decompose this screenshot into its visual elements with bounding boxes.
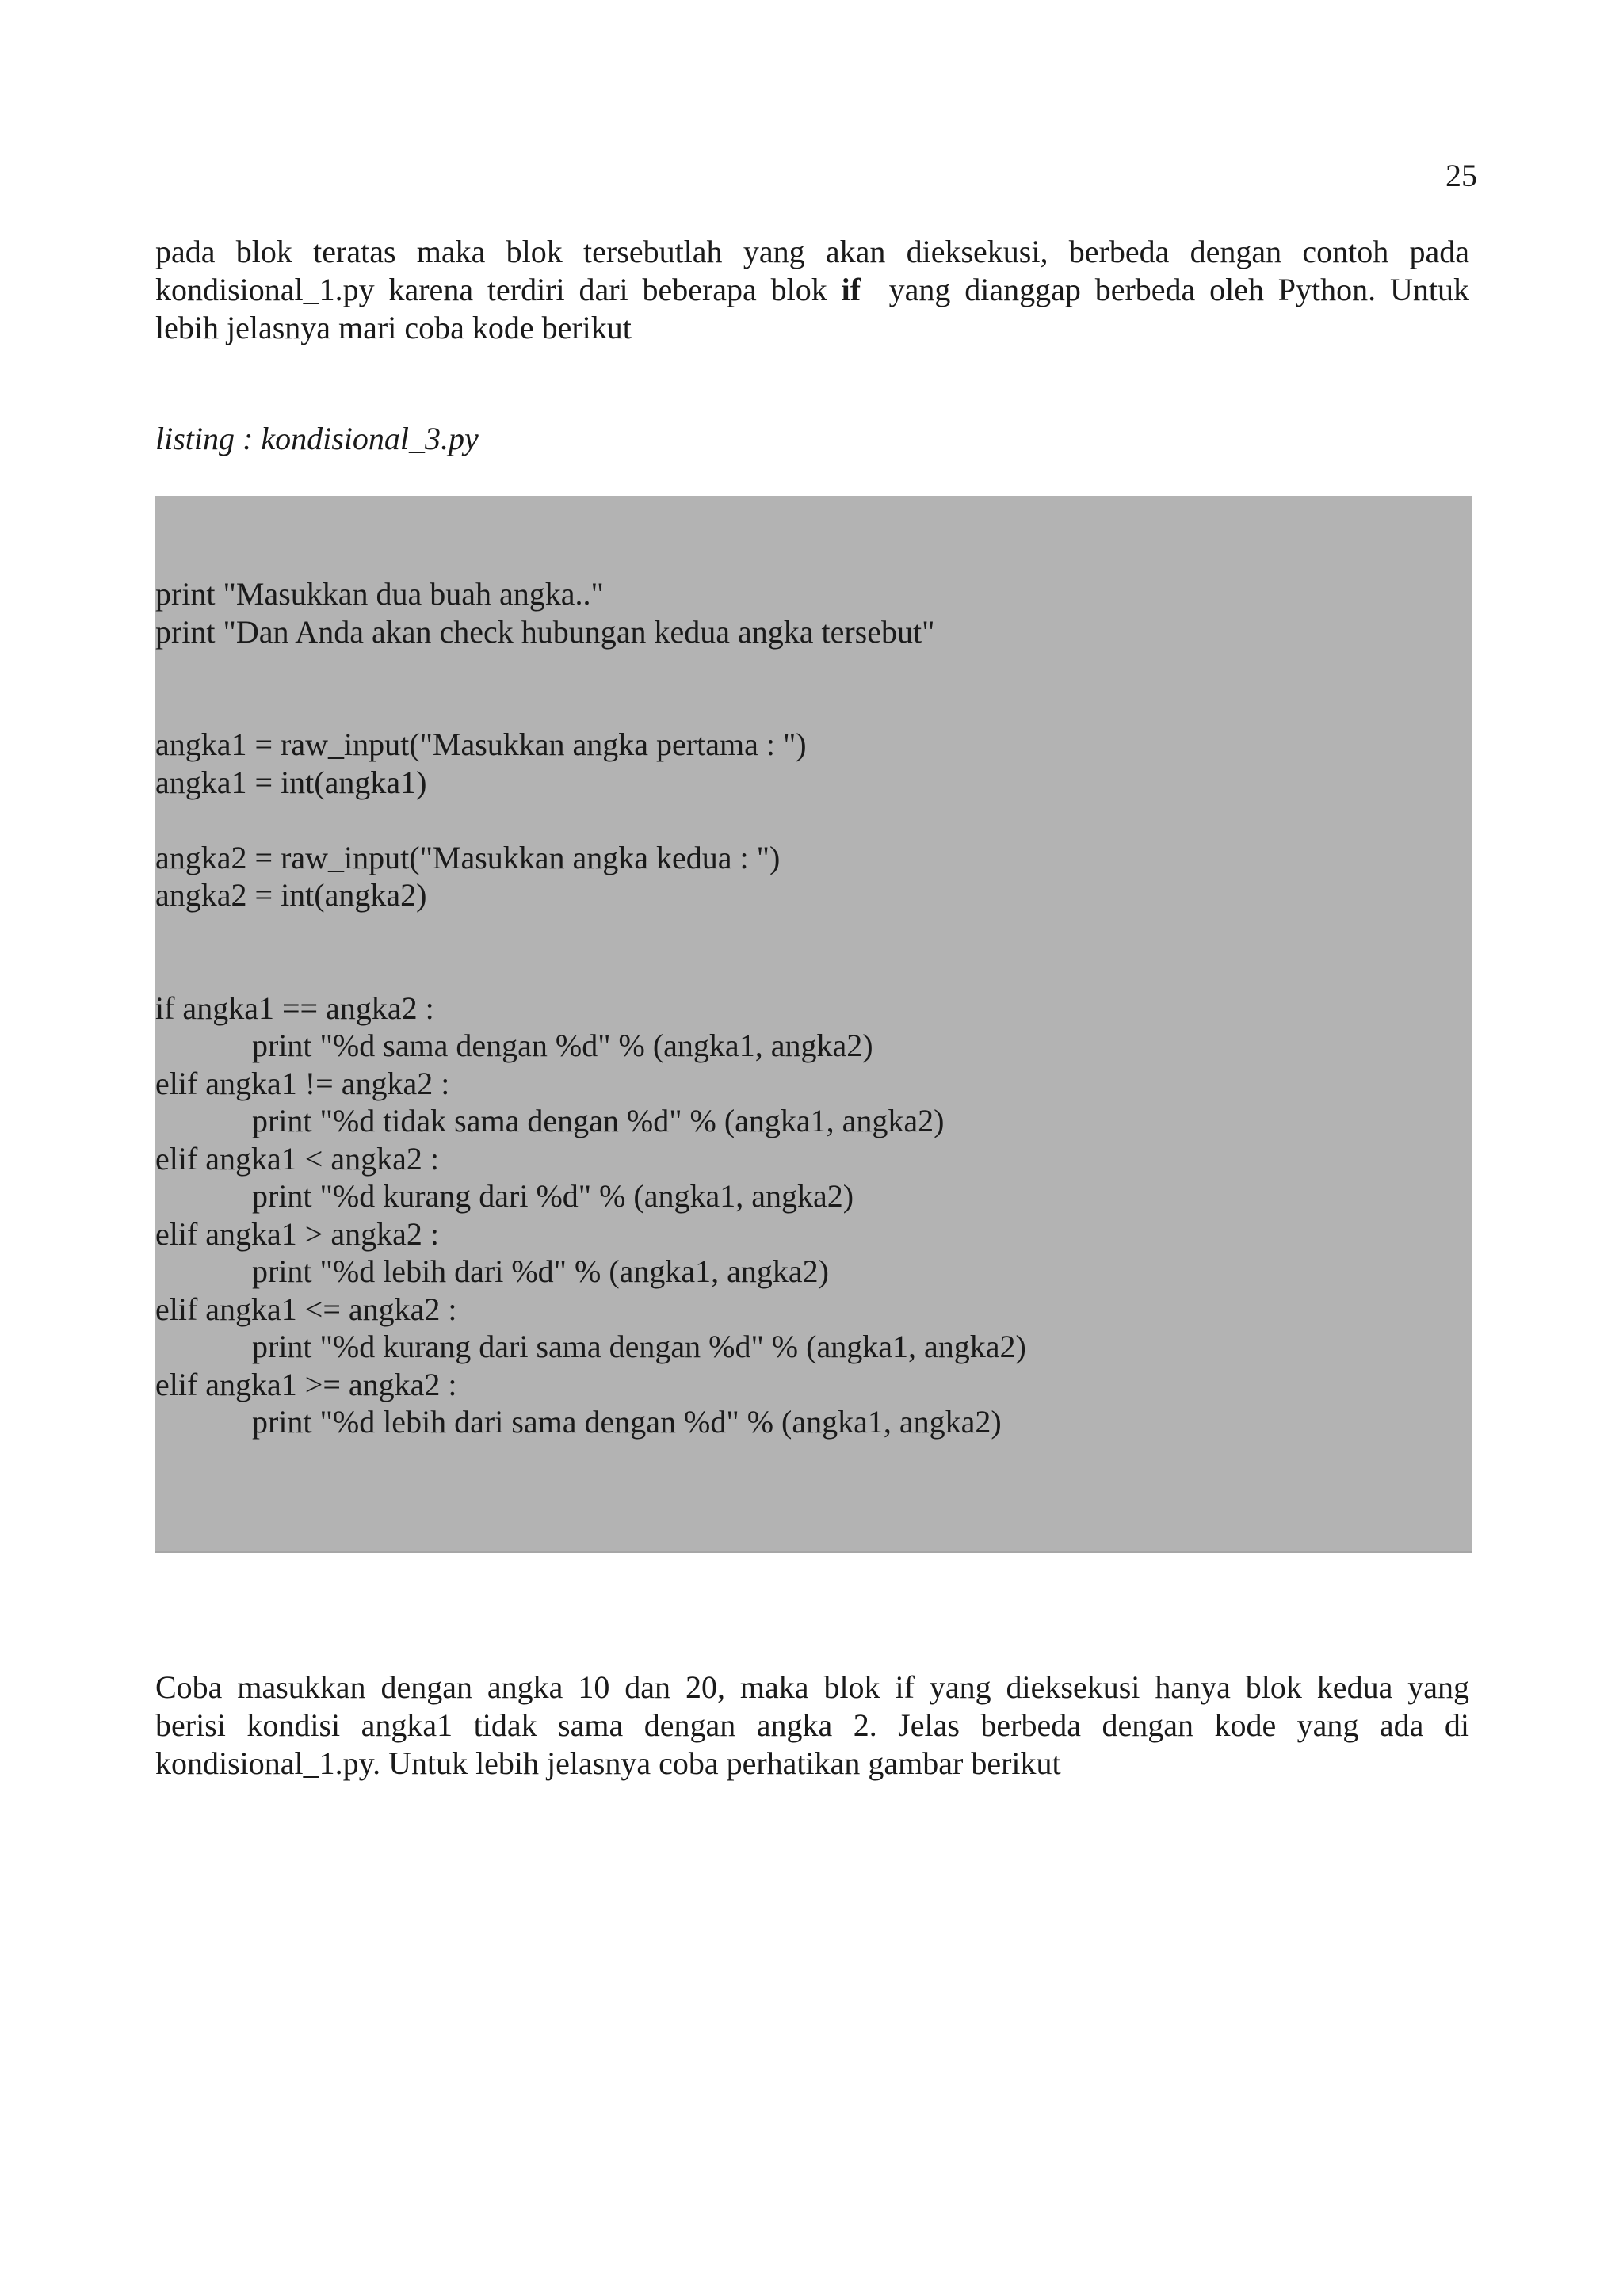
code-line	[155, 801, 1026, 839]
code-line: if angka1 == angka2 :	[155, 990, 434, 1026]
explanation-line-2: berisi kondisi angka1 tidak sama dengan angka 2. Jelas berbeda dengan kode yang ada di	[155, 1707, 1469, 1743]
intro-paragraph	[155, 233, 1469, 347]
code-line: angka2 = raw_input("Masukkan angka kedua : ")	[155, 839, 781, 875]
code-line: elif angka1 != angka2 :	[155, 1065, 450, 1101]
code-line: print "%d lebih dari sama dengan %d" % (angka1, angka2)	[252, 1404, 1002, 1440]
code-line: elif angka1 < angka2 :	[155, 1140, 439, 1177]
code-line: print "%d kurang dari sama dengan %d" % (angka1, angka2)	[252, 1329, 1026, 1364]
page-number: 25	[1445, 158, 1477, 193]
explanation-paragraph	[155, 1669, 1469, 1783]
keyword-if: if	[841, 272, 861, 307]
code-line: elif angka1 <= angka2 :	[155, 1291, 457, 1327]
code-line: elif angka1 >= angka2 :	[155, 1366, 457, 1402]
code-line: print "%d tidak sama dengan %d" % (angka1, angka2)	[252, 1103, 945, 1138]
code-line: elif angka1 > angka2 :	[155, 1215, 439, 1252]
code-line: angka1 = raw_input("Masukkan angka pertama : ")	[155, 727, 807, 762]
code-line: print "%d kurang dari %d" % (angka1, angka2)	[252, 1178, 854, 1214]
code-listing-box	[155, 496, 1472, 1553]
intro-line-1: pada blok teratas maka blok tersebutlah yang akan dieksekusi, berbeda dengan contoh pada	[155, 234, 1469, 269]
code-line: print "Dan Anda akan check hubungan kedua angka tersebut"	[155, 613, 935, 650]
explanation-line-1: Coba masukkan dengan angka 10 dan 20, maka blok if yang dieksekusi hanya blok kedua yang	[155, 1669, 1469, 1705]
intro-line-2-after: yang dianggap berbeda oleh Python. Untuk	[861, 272, 1469, 307]
explanation-line-3: kondisional_1.py. Untuk lebih jelasnya coba perhatikan gambar berikut	[155, 1745, 1061, 1781]
code-line	[155, 952, 1026, 990]
code-line: angka1 = int(angka1)	[155, 764, 427, 800]
intro-line-2	[155, 271, 1469, 309]
code-line: print "%d lebih dari %d" % (angka1, angka2)	[252, 1253, 829, 1289]
code-line: angka2 = int(angka2)	[155, 877, 427, 913]
intro-line-2-before: kondisional_1.py karena terdiri dari beberapa blok	[155, 272, 842, 307]
listing-caption: listing : kondisional_3.py	[155, 421, 479, 456]
code-line	[155, 688, 1026, 727]
code-lines	[155, 575, 1026, 1441]
code-line	[155, 650, 1026, 688]
code-line: print "%d sama dengan %d" % (angka1, angka2)	[252, 1028, 873, 1063]
code-line: print "Masukkan dua buah angka.."	[155, 576, 604, 612]
intro-line-3: lebih jelasnya mari coba kode berikut	[155, 310, 632, 345]
code-line	[155, 914, 1026, 952]
